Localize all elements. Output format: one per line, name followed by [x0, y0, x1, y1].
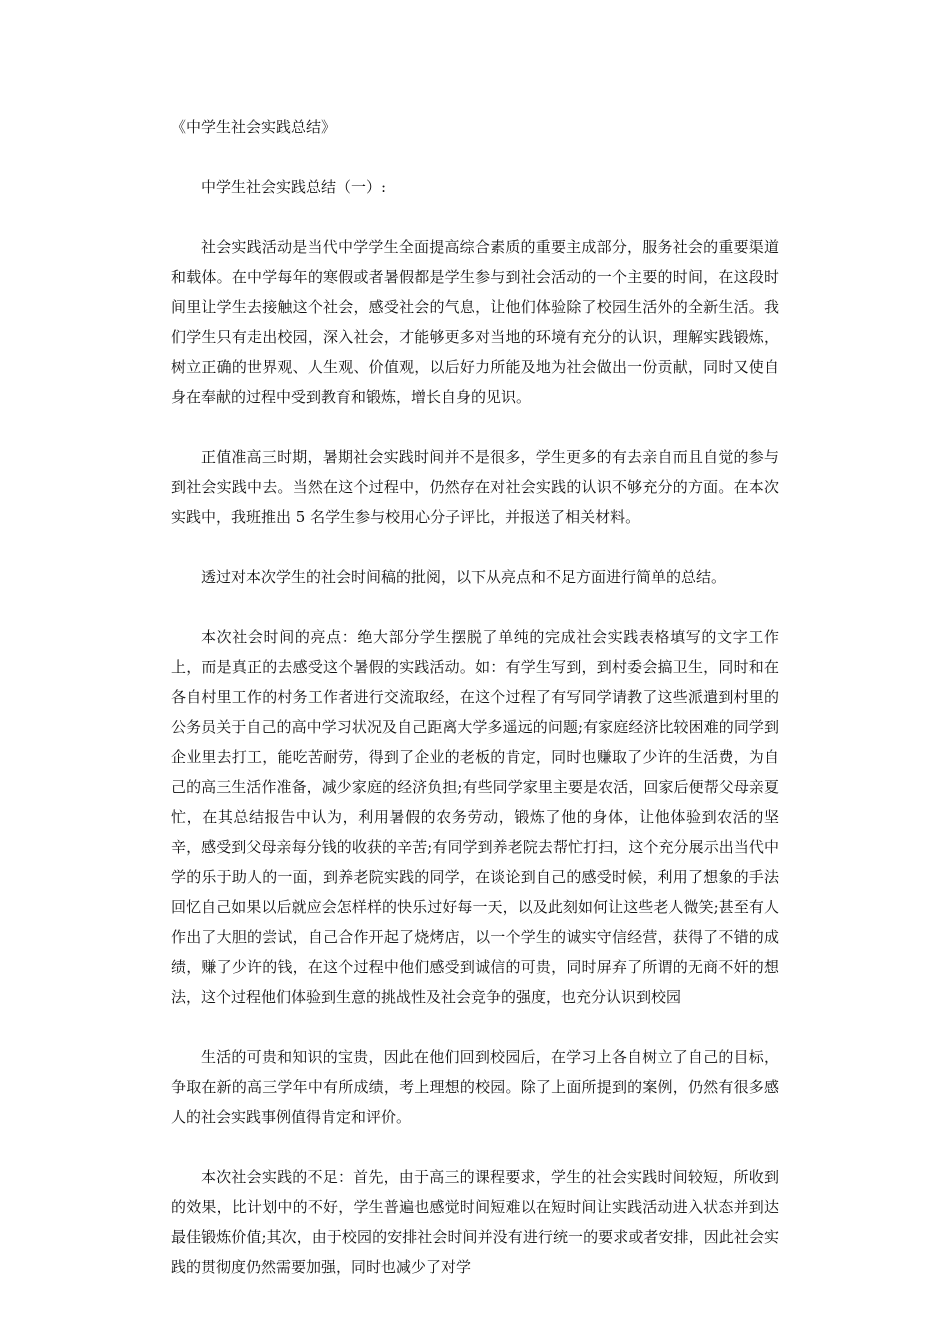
paragraph-intro: 社会实践活动是当代中学学生全面提高综合素质的重要主成部分，服务社会的重要渠道和载体。在中学每年的寒假或者暑假都是学生参与到社会活动的一个主要的时间，在这段时间里让学生去接触这个社会，感受社会的气息，让他们体验除了校园生活外的全新生活。我们学生只有走出校园，深入社会，才能够更多对当地的环境有充分的认识，理解实践锻炼，树立正确的世界观、人生观、价值观，以后好力所能及地为社会做出一份贡献，同时又使自身在奉献的过程中受到教育和锻炼，增长自身的见识。	[171, 238, 779, 406]
section-heading: 中学生社会实践总结（一）:	[201, 178, 387, 196]
document-page	[171, 112, 779, 1312]
document-title: 《中学生社会实践总结》	[171, 118, 337, 136]
paragraph-review: 透过对本次学生的社会时间稿的批阅，以下从亮点和不足方面进行简单的总结。	[201, 568, 727, 586]
paragraph-shortcomings: 本次社会实践的不足：首先，由于高三的课程要求，学生的社会实践时间较短，所收到的效果，比计划中的不好，学生普遍也感觉时间短难以在短时间让实践活动进入状态并到达最佳锻炼价值;其次，由于校园的安排社会时间并没有进行统一的要求或者安排，因此社会实践的贯彻度仍然需要加强，同时也减少了对学	[171, 1168, 779, 1276]
paragraph-highlights: 本次社会时间的亮点：绝大部分学生摆脱了单纯的完成社会实践表格填写的文字工作上，而是真正的去感受这个暑假的实践活动。如：有学生写到，到村委会搞卫生，同时和在各自村里工作的村务工作者进行交流取经，在这个过程了有写同学请教了这些派遣到村里的公务员关于自己的高中学习状况及自己距离大学多遥远的问题;有家庭经济比较困难的同学到企业里去打工，能吃苦耐劳，得到了企业的老板的肯定，同时也赚取了少许的生活费，为自己的高三生活作准备，减少家庭的经济负担;有些同学家里主要是农活，回家后便帮父母亲夏忙，在其总结报告中认为，利用暑假的农务劳动，锻炼了他的身体，让他体验到农活的坚辛，感受到父母亲每分钱的收获的辛苦;有同学到养老院去帮忙打扫，这个充分展示出当代中学的乐于助人的一面，到养老院实践的同学，在谈论到自己的感受时候，利用了想象的手法回忆自己如果以后就应会怎样样的快乐过好每一天，以及此刻如何让这些老人微笑;甚至有人作出了大胆的尝试，自己合作开起了烧烤店，以一个学生的诚实守信经营，获得了不错的成绩，赚了少许的钱，在这个过程中他们感受到诚信的可贵，同时屏弃了所谓的无商不奸的想法，这个过程他们体验到生意的挑战性及社会竞争的强度，也充分认识到校园	[171, 628, 779, 1006]
paragraph-campus-life: 生活的可贵和知识的宝贵，因此在他们回到校园后，在学习上各自树立了自己的目标，争取在新的高三学年中有所成绩，考上理想的校园。除了上面所提到的案例，仍然有很多感人的社会实践事例值得肯定和评价。	[171, 1048, 779, 1126]
paragraph-senior-period: 正值准高三时期，暑期社会实践时间并不是很多，学生更多的有去亲自而且自觉的参与到社会实践中去。当然在这个过程中，仍然存在对社会实践的认识不够充分的方面。在本次实践中，我班推出 5 名学生参与校用心分子评比，并报送了相关材料。	[171, 448, 779, 526]
